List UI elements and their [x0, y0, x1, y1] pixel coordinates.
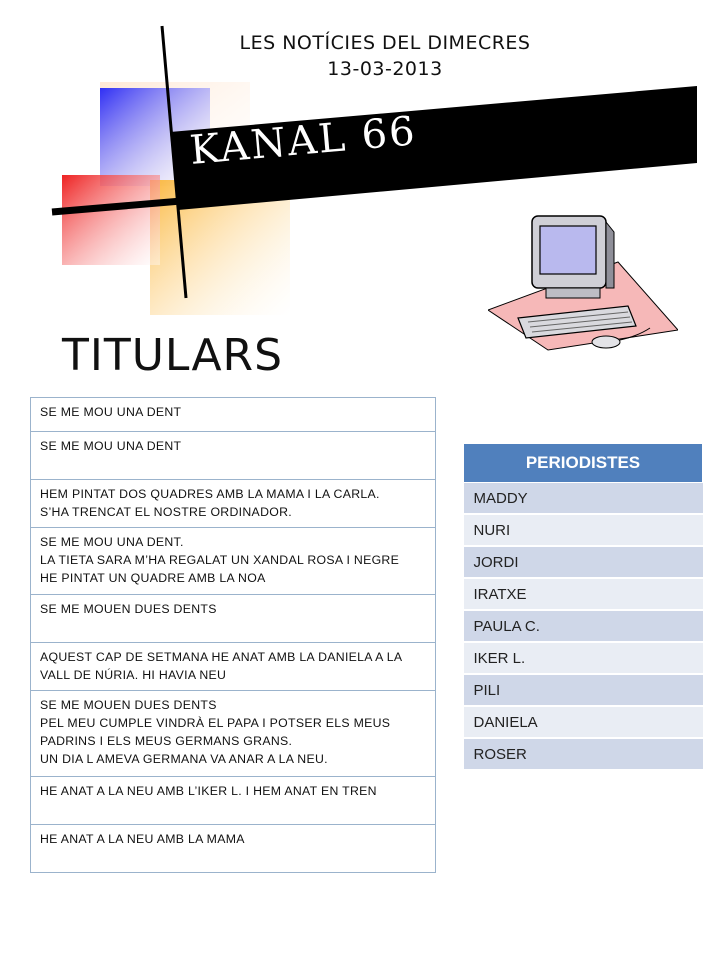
headline-line: PADRINS I ELS MEUS GERMANS GRANS. — [40, 734, 293, 748]
headline-cell — [31, 777, 436, 825]
headline-line: LA TIETA SARA M’HA REGALAT UN XANDAL ROSA I NEGRE — [40, 553, 400, 567]
headline-row — [31, 398, 436, 432]
headline-cell — [31, 432, 436, 480]
titulars-heading: TITULARS — [62, 330, 284, 381]
headline-line: SE ME MOU UNA DENT — [40, 439, 182, 453]
headline-line: SE ME MOUEN DUES DENTS — [40, 602, 217, 616]
journalist-name: IRATXE — [464, 578, 703, 610]
headline-line: PEL MEU CUMPLE VINDRÀ EL PAPA I POTSER ELS MEUS — [40, 716, 391, 730]
headlines-table — [30, 397, 436, 873]
journalist-row — [464, 514, 703, 546]
journalist-row — [464, 483, 703, 515]
headline-row — [31, 825, 436, 873]
headline-row — [31, 777, 436, 825]
journalist-row — [464, 578, 703, 610]
headline-cell — [31, 480, 436, 528]
journalist-name: PILI — [464, 674, 703, 706]
journalist-name: ROSER — [464, 738, 703, 770]
headline-row — [31, 528, 436, 595]
headline-line: HEM PINTAT DOS QUADRES AMB LA MAMA I LA CARLA. — [40, 487, 380, 501]
journalist-row — [464, 610, 703, 642]
headline-line: HE ANAT A LA NEU AMB LA MAMA — [40, 832, 245, 846]
journalist-row — [464, 546, 703, 578]
journalist-row — [464, 642, 703, 674]
journalist-name: IKER L. — [464, 642, 703, 674]
headline-cell — [31, 691, 436, 777]
journalist-name: NURI — [464, 514, 703, 546]
headline-cell — [31, 825, 436, 873]
headline-cell — [31, 528, 436, 595]
headline-line: VALL DE NÚRIA. HI HAVIA NEU — [40, 668, 227, 682]
headline-line: SE ME MOU UNA DENT — [40, 405, 182, 419]
header-date: 13-03-2013 — [327, 58, 443, 80]
brand-title: KANAL 66 — [187, 108, 419, 174]
header-title: LES NOTÍCIES DEL DIMECRES — [239, 32, 531, 54]
headline-line: HE ANAT A LA NEU AMB L’IKER L. I HEM ANAT EN TREN — [40, 784, 377, 798]
headline-row — [31, 595, 436, 643]
headline-row — [31, 432, 436, 480]
headline-row — [31, 480, 436, 528]
journalist-row — [464, 706, 703, 738]
headline-row — [31, 691, 436, 777]
headline-row — [31, 643, 436, 691]
journalists-header: PERIODISTES — [464, 444, 703, 483]
journalist-name: MADDY — [464, 483, 703, 515]
headline-line: S’HA TRENCAT EL NOSTRE ORDINADOR. — [40, 505, 293, 519]
journalists-table — [463, 443, 703, 771]
headline-line: AQUEST CAP DE SETMANA HE ANAT AMB LA DANIELA A LA — [40, 650, 403, 664]
headline-cell — [31, 643, 436, 691]
headline-line: SE ME MOU UNA DENT. — [40, 535, 184, 549]
journalist-row — [464, 674, 703, 706]
journalist-name: PAULA C. — [464, 610, 703, 642]
headline-cell — [31, 595, 436, 643]
headline-cell — [31, 398, 436, 432]
journalist-name: JORDI — [464, 546, 703, 578]
headline-line: UN DIA L AMEVA GERMANA VA ANAR A LA NEU. — [40, 752, 328, 766]
headline-line: SE ME MOUEN DUES DENTS — [40, 698, 217, 712]
journalist-row — [464, 738, 703, 770]
computer-icon — [488, 210, 678, 352]
journalist-name: DANIELA — [464, 706, 703, 738]
headline-line: HE PINTAT UN QUADRE AMB LA NOA — [40, 571, 266, 585]
